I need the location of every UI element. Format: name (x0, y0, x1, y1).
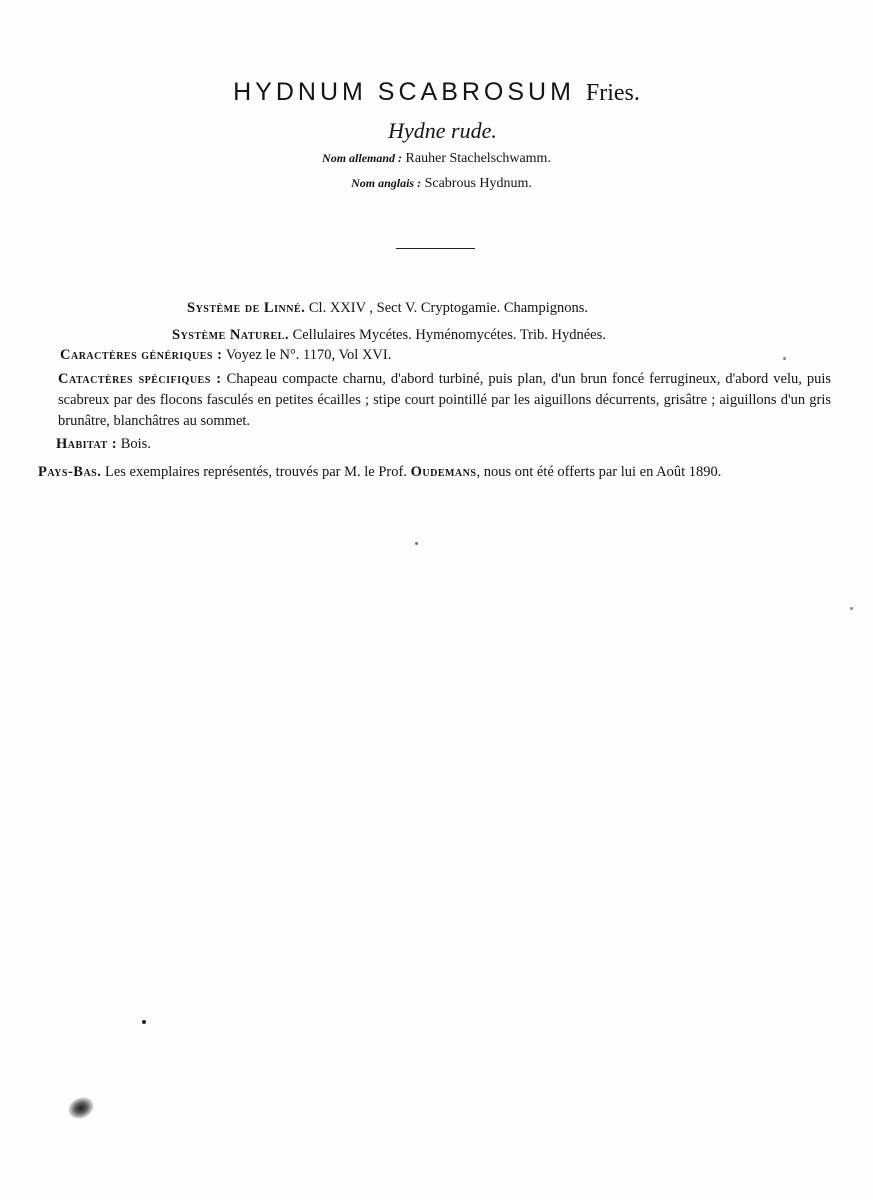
paper-speck (142, 1020, 146, 1024)
linne-label: Système de Linné. (187, 300, 306, 316)
specific-characters-paragraph (58, 369, 831, 432)
natural-system-line (172, 327, 606, 344)
habitat-text: Bois. (120, 436, 151, 452)
habitat-line (56, 436, 151, 453)
french-name: Hydne rude. (388, 118, 497, 143)
german-name: Rauher Stachelschwamm. (405, 151, 551, 166)
paper-speck (850, 607, 853, 610)
generic-label: Caractères génériques : (60, 347, 223, 363)
separator-rule (396, 248, 475, 249)
english-name: Scabrous Hydnum. (424, 176, 532, 191)
naturel-text: Cellulaires Mycétes. Hyménomycétes. Trib. Hydnées. (292, 327, 606, 343)
german-name-line (0, 151, 873, 167)
habitat-label: Habitat : (56, 436, 118, 452)
english-name-line (0, 176, 873, 192)
pays-bas-label: Pays-Bas. (38, 464, 102, 480)
ink-smudge (65, 1093, 97, 1122)
linne-text: Cl. XXIV , Sect V. Cryptogamie. Champignons. (308, 300, 588, 316)
pays-bas-text-after: , nous ont été offerts par lui en Août 1890. (476, 464, 722, 480)
species-author: Fries. (585, 80, 640, 106)
english-label: Nom anglais : (351, 176, 422, 190)
collector-name: Oudemans (410, 464, 477, 480)
naturel-label: Système Naturel. (172, 327, 289, 343)
specific-text: Chapeau compacte charnu, d'abord turbiné, puis plan, d'un brun foncé ferrugineux, d'abord velu, puis scabreux par des flocons fasculés en petites écailles ; stipe court pointillé par les aiguillons décurrents, grisâtre ; aiguillons d'un gris brunâtre, blanchâtres au sommet. (58, 371, 832, 429)
paper-speck (783, 357, 786, 360)
species-name: HYDNUM SCABROSUM (233, 78, 575, 106)
linne-system-line (187, 300, 588, 317)
pays-bas-paragraph (38, 462, 827, 483)
generic-characters-line (60, 347, 391, 364)
specific-label: Catactères spécifiques : (58, 371, 222, 387)
pays-bas-text-before: Les exemplaires représentés, trouvés par M. le Prof. (104, 464, 407, 480)
generic-text: Voyez le N°. 1170, Vol XVI. (225, 347, 392, 363)
german-label: Nom allemand : (322, 151, 403, 165)
species-title (0, 78, 873, 107)
paper-speck (415, 542, 418, 545)
